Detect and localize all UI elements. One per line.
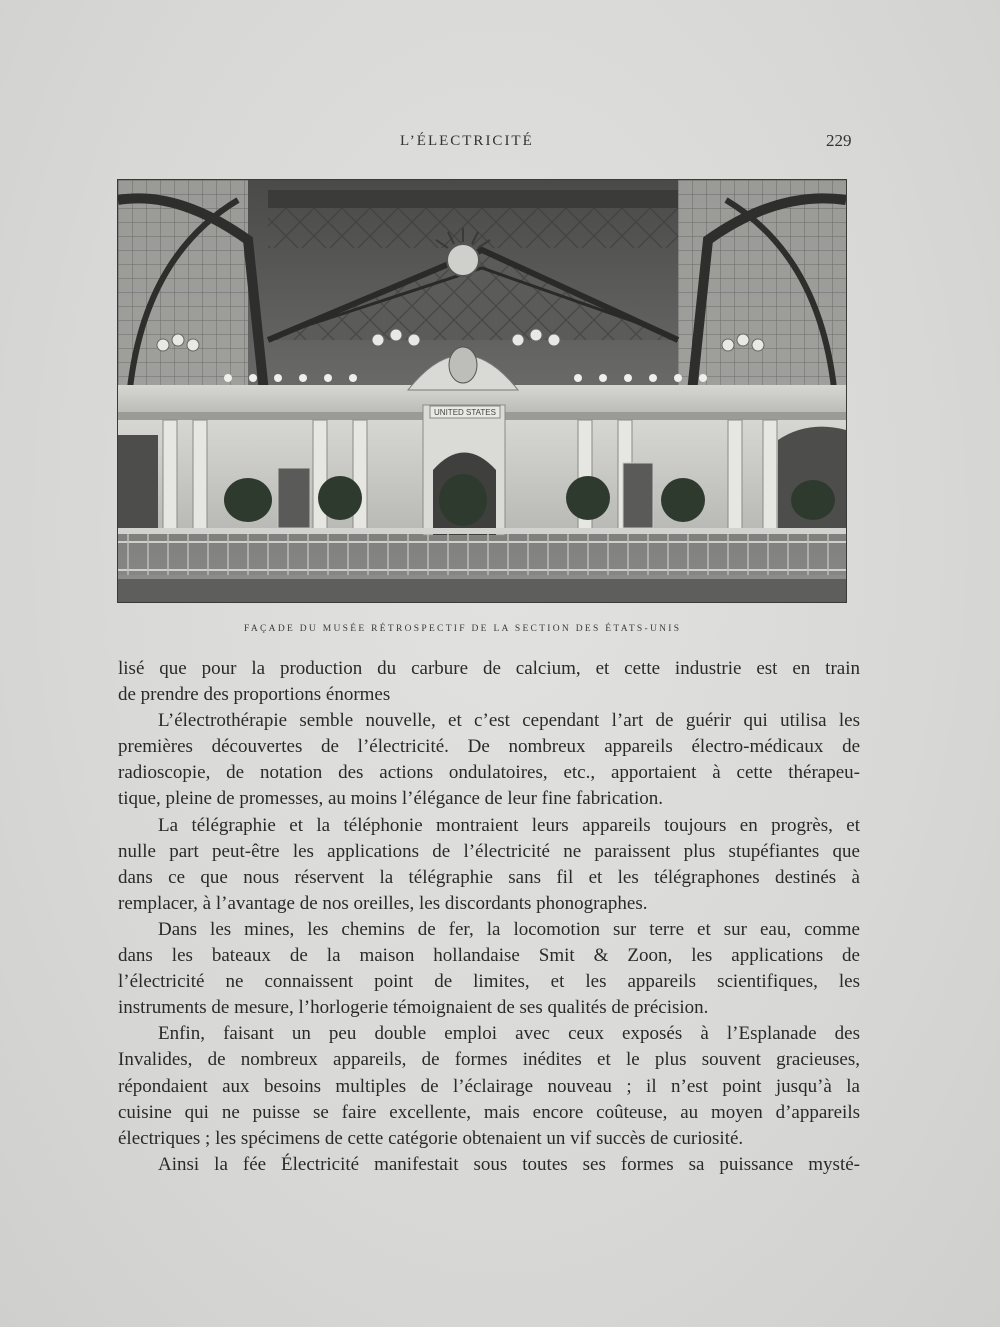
running-title: L’ÉLECTRICITÉ (400, 133, 534, 149)
text-line: Enfin, faisant un peu double emploi avec ceux exposés à l’Esplanade des (158, 1023, 860, 1045)
text-line: remplacer, à l’avantage de nos oreilles, les discordants phonographes. (118, 892, 648, 914)
text-line: Ainsi la fée Électricité manifestait sous toutes ses formes sa puissance mysté- (158, 1153, 860, 1175)
text-line: de prendre des proportions énormes (118, 684, 391, 706)
text-line: lisé que pour la production du carbure de calcium, et cette industrie est en train (118, 658, 860, 679)
text-line: dans ce que nous réservent la télégraphie sans fil et les télégraphones destinés à (118, 866, 860, 888)
text-line: La télégraphie et la téléphonie montraient leurs appareils toujours en progrès, et (158, 814, 860, 836)
pavilion-facade-illustration (118, 180, 846, 602)
exhibition-photograph (118, 180, 846, 602)
united-states-sign: UNITED STATES (434, 408, 496, 417)
text-line: l’électricité ne connaissent point de limites, et les appareils scientifiques, les (118, 971, 860, 993)
text-line: Invalides, de nombreux appareils, de formes inédites et le plus souvent gracieuses, (118, 1049, 860, 1071)
text-line: nulle part peut-être les applications de l’électricité ne paraissent plus stupéfiantes que (118, 840, 860, 862)
page-number: 229 (826, 131, 852, 150)
body-text (118, 656, 860, 1178)
text-line: instruments de mesure, l’horlogerie témoignaient de ses qualités de précision. (118, 997, 709, 1019)
text-line: électriques ; les spécimens de cette catégorie obtenaient un vif succès de curiosité. (118, 1127, 744, 1149)
text-line: cuisine qui ne puisse se faire excellente, mais encore coûteuse, au moyen d’appareils (118, 1101, 860, 1123)
text-line: Dans les mines, les chemins de fer, la locomotion sur terre et sur eau, comme (158, 918, 860, 940)
text-line: dans les bateaux de la maison hollandaise Smit & Zoon, les applications de (118, 945, 860, 967)
figure-caption: FAÇADE DU MUSÉE RÉTROSPECTIF DE LA SECTION DES ÉTATS-UNIS (244, 624, 682, 634)
text-line: L’électrothérapie semble nouvelle, et c’est cependant l’art de guérir qui utilisa les (158, 710, 860, 732)
text-line: radioscopie, de notation des actions ondulatoires, etc., apportaient à cette thérapeu- (118, 762, 860, 784)
text-line: tique, pleine de promesses, au moins l’élégance de leur fine fabrication. (118, 788, 663, 810)
text-line: premières découvertes de l’électricité. De nombreux appareils électro-médicaux de (118, 736, 860, 758)
text-line: répondaient aux besoins multiples de l’éclairage nouveau ; il n’est point jusqu’à la (118, 1075, 860, 1097)
